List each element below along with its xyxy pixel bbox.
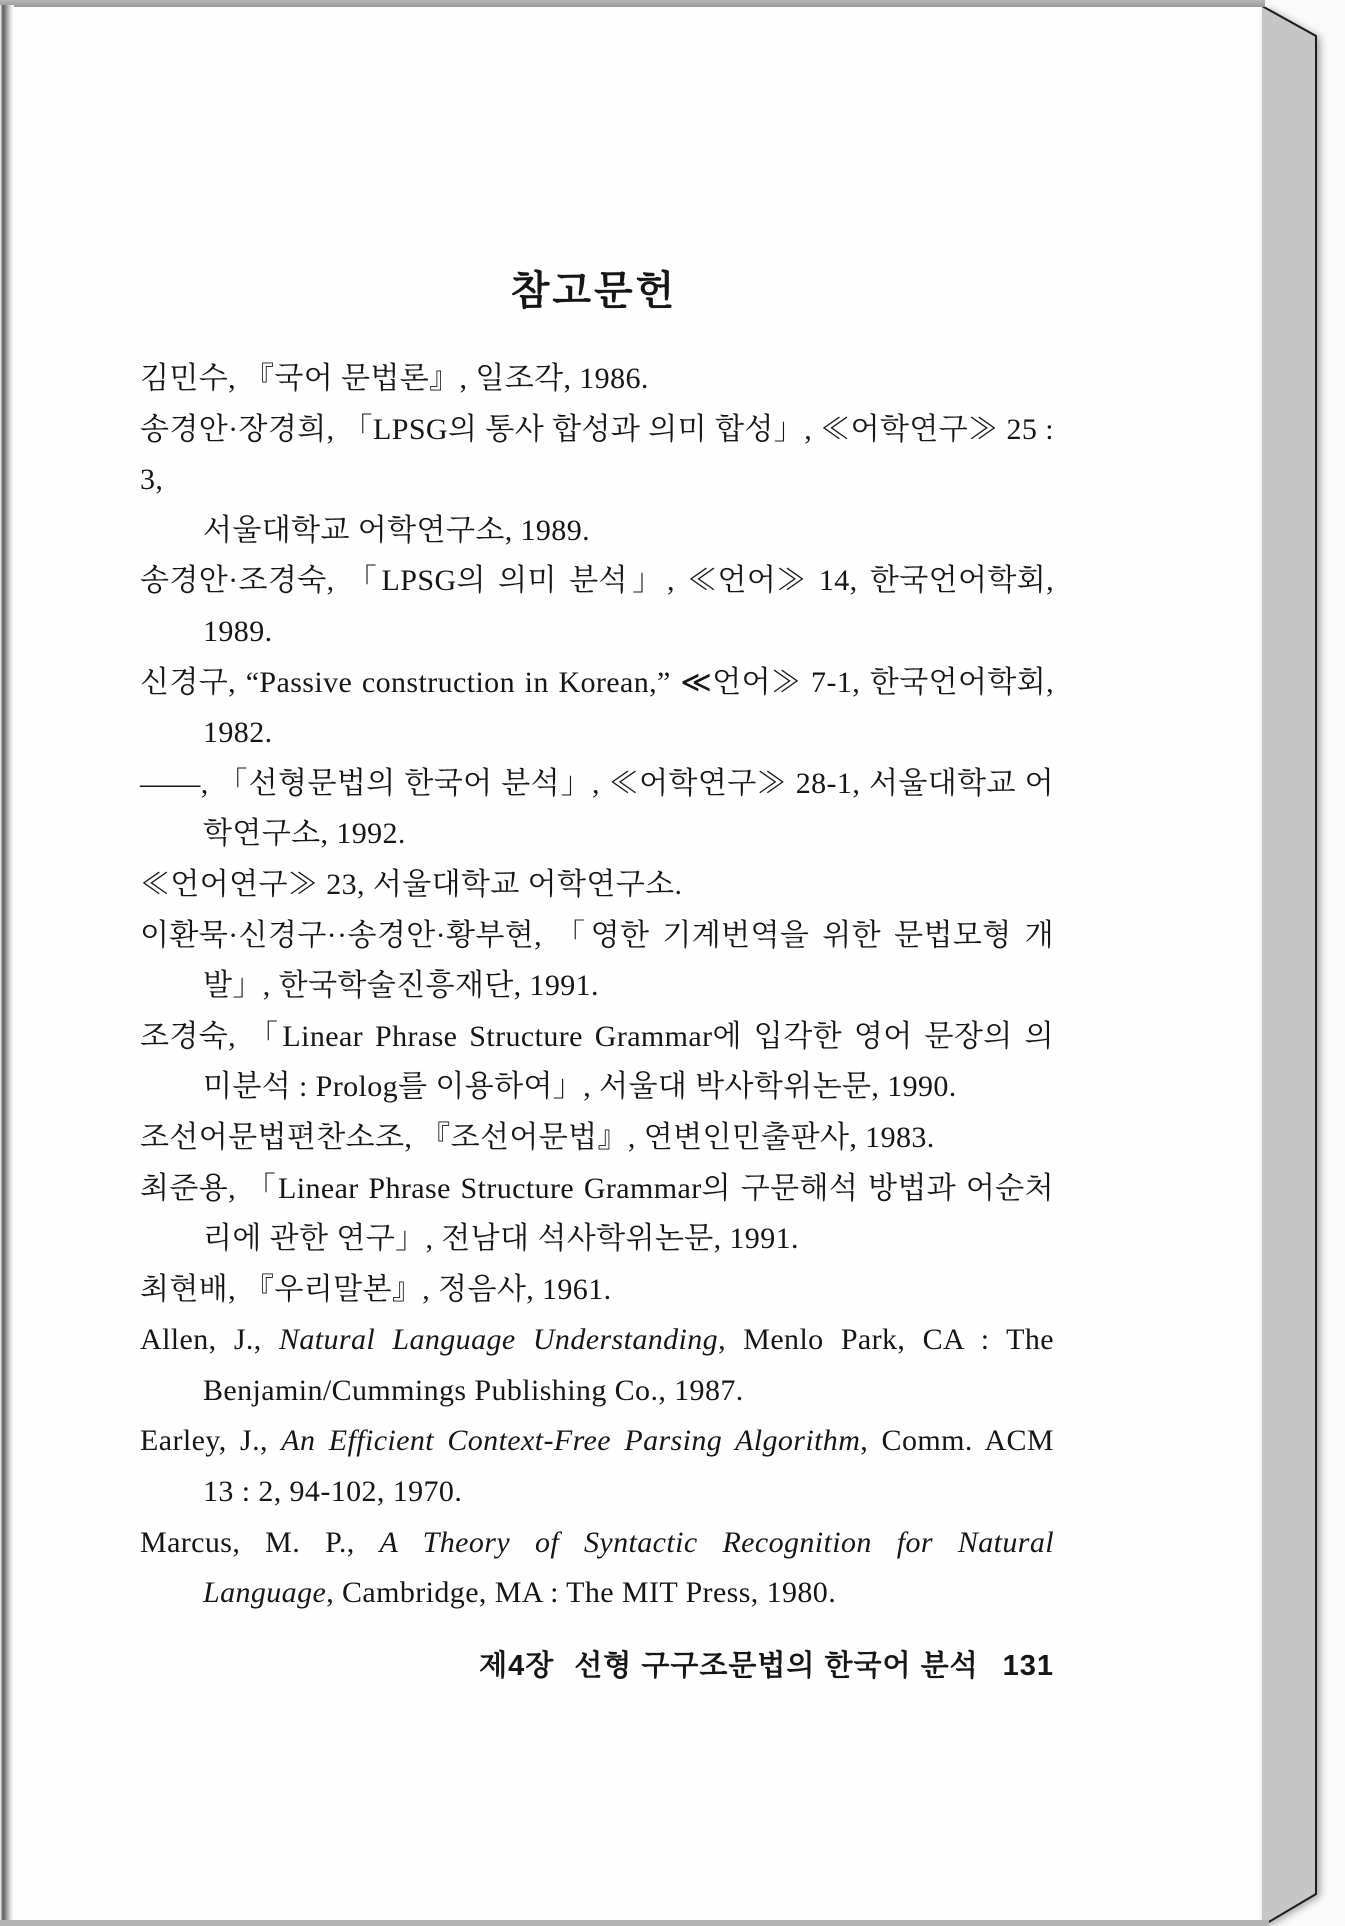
reference-text: ——, 「선형문법의 한국어 분석」, ≪어학연구≫ 28-1, 서울대학교 어 <box>140 766 1054 800</box>
book-top-edge <box>0 0 1265 7</box>
reference-text: ≪언어연구≫ 23, 서울대학교 어학연구소. <box>140 867 683 901</box>
reference-text: Allen, J., <box>140 1323 279 1357</box>
reference-work-title: An Efficient Context-Free Parsing Algorithm <box>281 1424 861 1458</box>
reference-text: , Cambridge, MA : The MIT Press, 1980. <box>326 1576 837 1610</box>
reference-text: Marcus, M. P., <box>140 1525 380 1559</box>
reference-text: 조경숙, 「Linear Phrase Structure Grammar에 입각한 영어 문장의 의 <box>140 1019 1054 1053</box>
reference-text: 조선어문법편찬소조, 『조선어문법』, 연변인민출판사, 1983. <box>140 1120 935 1154</box>
reference-text: 송경안·장경희, 「LPSG의 통사 합성과 의미 합성」, ≪어학연구≫ 25 : 3, <box>140 412 1054 497</box>
reference-text: 리에 관한 연구」, 전남대 석사학위논문, 1991. <box>203 1222 799 1256</box>
footer-page-number: 131 <box>1002 1650 1054 1682</box>
book-bottom-edge <box>0 1920 1269 1926</box>
reference-text: Benjamin/Cummings Publishing Co., 1987. <box>203 1373 744 1407</box>
reference-text: , Comm. ACM <box>860 1424 1055 1458</box>
reference-text: 1989. <box>203 614 273 648</box>
reference-text: 서울대학교 어학연구소, 1989. <box>203 513 590 547</box>
book-left-edge <box>0 5 14 1923</box>
reference-text: Earley, J., <box>140 1424 282 1458</box>
reference-text: 김민수, 『국어 문법론』, 일조각, 1986. <box>140 362 649 395</box>
reference-text: 학연구소, 1992. <box>203 817 406 851</box>
reference-work-title: Natural Language Understanding <box>278 1323 719 1357</box>
footer-chapter-title: 선형 구구조문법의 한국어 분석 <box>574 1650 979 1682</box>
reference-text: 최현배, 『우리말본』, 정음사, 1961. <box>140 1272 612 1306</box>
reference-work-title: A Theory of Syntactic Recognition for Natural <box>379 1525 1054 1559</box>
reference-text: 1982. <box>203 716 273 750</box>
reference-text: , Menlo Park, CA : The <box>718 1323 1054 1357</box>
page-title: 참고문헌 <box>510 269 678 313</box>
reference-text: 이환묵·신경구··송경안·황부현, 「영한 기계번역을 위한 문법모형 개 <box>140 918 1054 952</box>
reference-text: 미분석 : Prolog를 이용하여」, 서울대 박사학위논문, 1990. <box>203 1070 957 1104</box>
reference-text: 송경안·조경숙, 「LPSG의 의미 분석」, ≪언어≫ 14, 한국언어학회, <box>140 564 1054 598</box>
reference-work-title: Language <box>203 1576 327 1610</box>
reference-text: 13 : 2, 94-102, 1970. <box>203 1475 463 1509</box>
footer-chapter-label: 제4장 <box>479 1650 555 1682</box>
reference-text: 최준용, 「Linear Phrase Structure Grammar의 구문해석 방법과 어순처 <box>140 1171 1054 1205</box>
reference-text: 신경구, “Passive construction in Korean,” ≪언어≫ 7-1, 한국언어학회, <box>140 665 1054 699</box>
reference-text: 발」, 한국학술진흥재단, 1991. <box>203 969 599 1003</box>
